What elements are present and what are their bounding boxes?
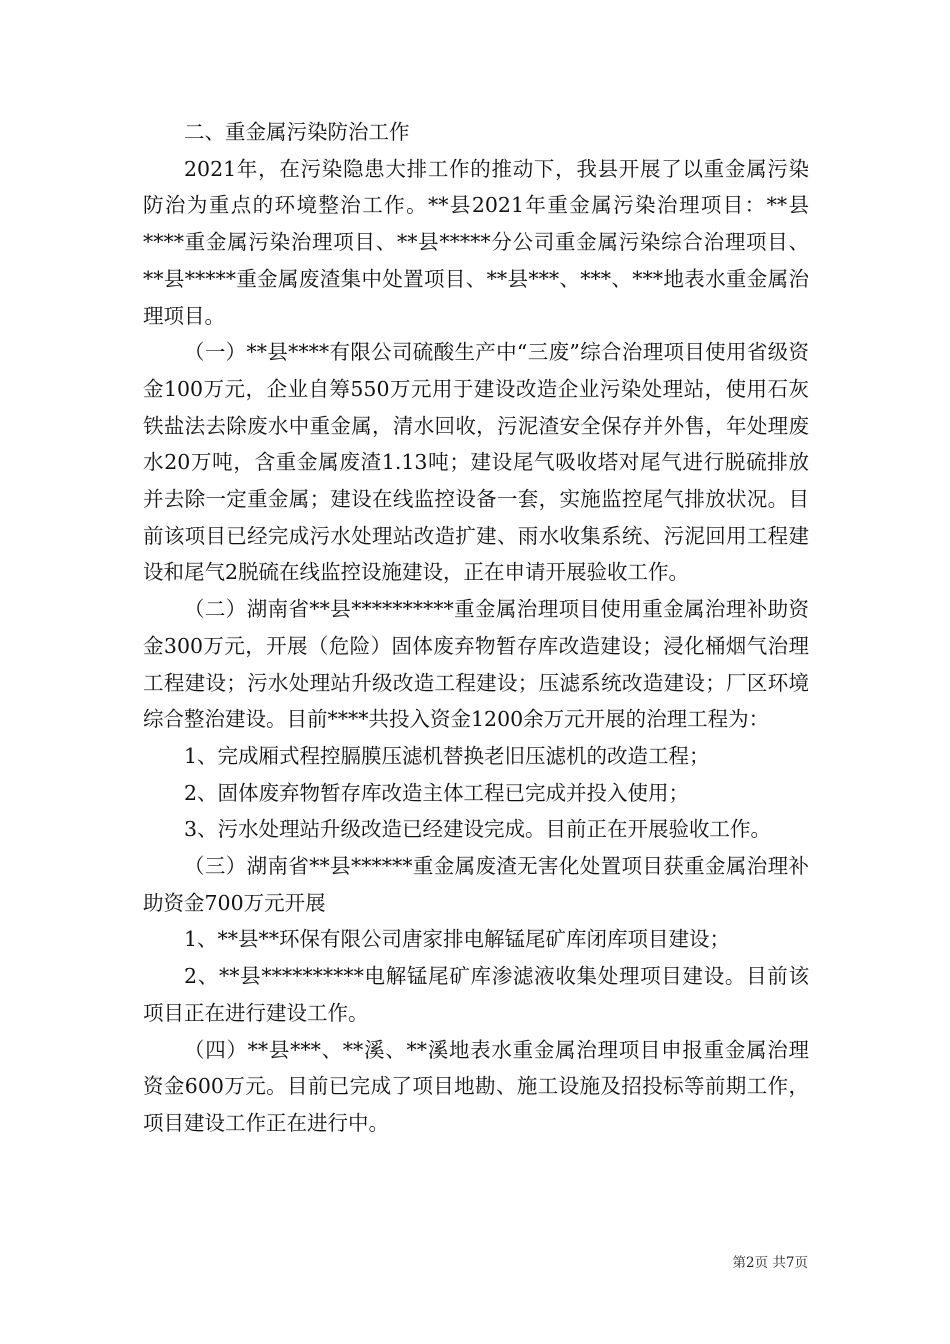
- intro-paragraph: 2021年，在污染隐患大排工作的推动下，我县开展了以重金属污染防治为重点的环境整治工作。**县2021年重金属污染治理项目：**县****重金属污染治理项目、**县*****分公司重金属污染综合治理项目、**县*****重金属废渣集中处置项目、**县***、***、***地表水重金属治理项目。: [143, 156, 809, 328]
- item-4-paragraph: （四）**县***、**溪、**溪地表水重金属治理项目申报重金属治理资金600万元。目前已完成了项目地勘、施工设施及招投标等前期工作，项目建设工作正在进行中。: [143, 1037, 809, 1135]
- item-1-paragraph: （一）**县****有限公司硫酸生产中“三废”综合治理项目使用省级资金100万元，企业自筹550万元用于建设改造企业污染处理站，使用石灰铁盐法去除废水中重金属，清水回收，污泥渣安全保存并外售，年处理废水20万吨，含重金属废渣1.13吨；建设尾气吸收塔对尾气进行脱硫排放并去除一定重金属；建设在线监控设备一套，实施监控尾气排放状况。目前该项目已经完成污水处理站改造扩建、雨水收集系统、污泥回用工程建设和尾气2脱硫在线监控设施建设，正在申请开展验收工作。: [143, 340, 809, 585]
- item-2-subitem-1: 1、完成厢式程控膈膜压滤机替换老旧压滤机的改造工程；: [184, 743, 710, 768]
- document-body: [143, 114, 809, 1142]
- page-number: 第2页 共7页: [732, 1255, 808, 1271]
- item-3-subitem-2: 2、**县**********电解锰尾矿库渗滤液收集处理项目建设。目前该项目正在进行建设工作。: [143, 964, 809, 1025]
- item-2-subitem-2: 2、固体废弃物暂存库改造主体工程已完成并投入使用；: [184, 780, 690, 805]
- item-2-paragraph: （二）湖南省**县**********重金属治理项目使用重金属治理补助资金300万元，开展（危险）固体废弃物暂存库改造建设；浸化桶烟气治理工程建设；污水处理站升级改造工程建设；压滤系统改造建设；厂区环境综合整治建设。目前****共投入资金1200余万元开展的治理工程为：: [143, 597, 809, 732]
- item-3-subitem-1: 1、**县**环保有限公司唐家排电解锰尾矿库闭库项目建设；: [184, 927, 731, 952]
- item-3-paragraph: （三）湖南省**县******重金属废渣无害化处置项目获重金属治理补助资金700万元开展: [143, 854, 809, 915]
- section-heading: 二、重金属污染防治工作: [184, 120, 410, 144]
- item-2-subitem-3: 3、污水处理站升级改造已经建设完成。目前正在开展验收工作。: [184, 817, 772, 842]
